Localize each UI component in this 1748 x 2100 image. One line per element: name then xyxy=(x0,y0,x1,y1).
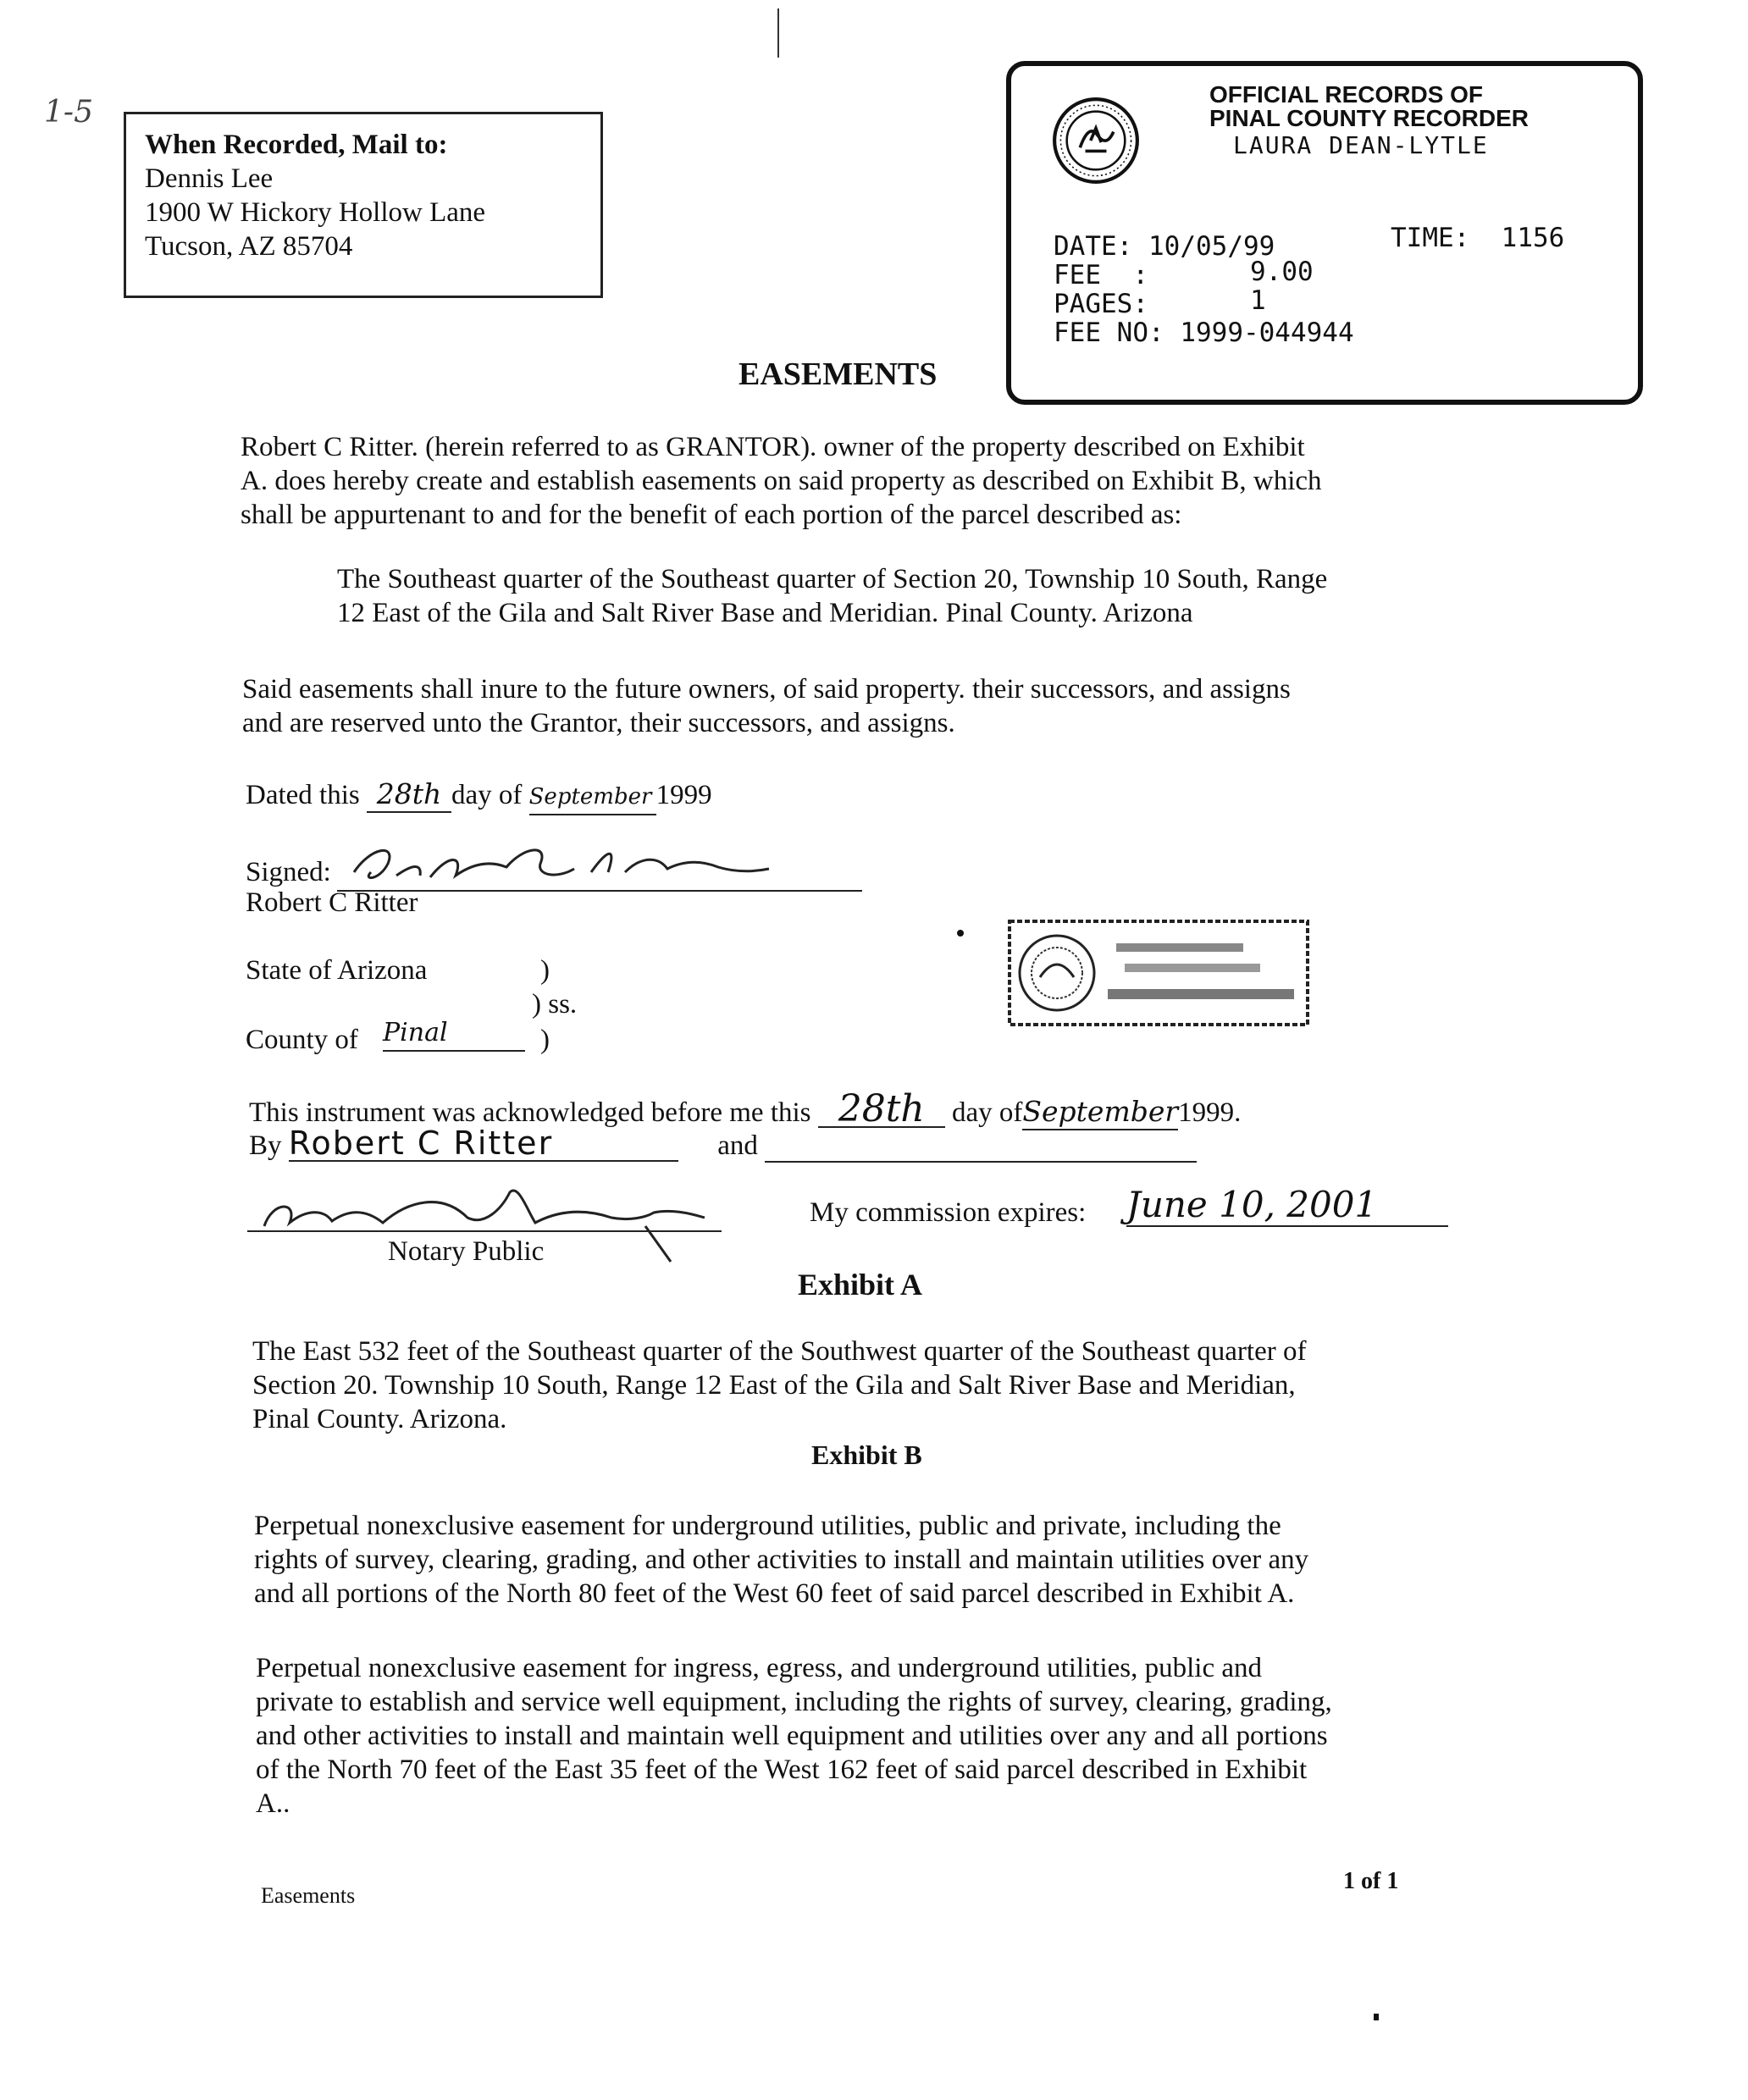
exhibit-b-paragraph-1 xyxy=(254,1509,1482,1619)
exhibit-b-heading: Exhibit B xyxy=(811,1440,922,1470)
ss-label: ) ss. xyxy=(532,989,578,1020)
intro-paragraph xyxy=(241,430,1485,540)
ack-prefix: This instrument was acknowledged before me this xyxy=(249,1097,811,1128)
stamp-date-label: DATE: xyxy=(1054,231,1133,262)
ack-day: 28th xyxy=(818,1092,945,1128)
parcel-line-1: The Southeast quarter of the Southeast quarter of Section 20, Township 10 South, Range xyxy=(337,564,1328,594)
stamp-line-1: OFFICIAL RECORDS OF xyxy=(1209,81,1484,108)
top-tick-mark xyxy=(777,8,779,58)
county-label: County of xyxy=(246,1025,358,1055)
dated-day: 28th xyxy=(367,777,451,813)
dated-mid: day of xyxy=(451,780,523,810)
stamp-pages-label: PAGES: xyxy=(1054,289,1148,319)
exhibit-a-line-3: Pinal County. Arizona. xyxy=(252,1404,507,1434)
and-blank xyxy=(765,1132,1197,1163)
by-value: Robert C Ritter xyxy=(289,1126,678,1162)
county-seal-icon xyxy=(1052,97,1140,185)
corner-mark: 1-5 xyxy=(44,95,93,130)
exhibit-a-heading: Exhibit A xyxy=(798,1268,923,1301)
dated-line xyxy=(246,777,712,815)
mail-to-heading: When Recorded, Mail to: xyxy=(145,130,448,160)
stamp-line-3: LAURA DEAN-LYTLE xyxy=(1233,131,1489,159)
parcel-paragraph xyxy=(337,562,1472,638)
exhibit-b-p2-line-2: private to establish and service well equipment, including the rights of survey, clearing, grading, xyxy=(256,1687,1332,1717)
recorder-stamp xyxy=(1006,61,1643,405)
exhibit-a-line-1: The East 532 feet of the Southeast quarter of the Southwest quarter of the Southeast quarter of xyxy=(252,1336,1307,1367)
footer-left: Easements xyxy=(261,1883,356,1908)
notary-public-label: Notary Public xyxy=(388,1236,545,1267)
mail-to-city: Tucson, AZ 85704 xyxy=(145,231,353,262)
intro-line-1: Robert C Ritter. (herein referred to as GRANTOR). owner of the property described on Exhibit xyxy=(241,432,1305,462)
stamp-time-label: TIME: xyxy=(1391,223,1470,253)
dated-month: September xyxy=(529,780,656,815)
document-title: EASEMENTS xyxy=(738,356,938,392)
commission-label: My commission expires: xyxy=(810,1197,1087,1228)
footer-right: 1 of 1 xyxy=(1343,1868,1399,1894)
mail-to-address: 1900 W Hickory Hollow Lane xyxy=(145,197,486,228)
dot-mark xyxy=(957,930,964,937)
and-label: and xyxy=(717,1130,758,1161)
signer-name: Robert C Ritter xyxy=(246,887,418,918)
state-label: State of Arizona xyxy=(246,955,428,986)
exhibit-b-p2-line-5: A.. xyxy=(256,1788,290,1819)
intro-line-3: shall be appurtenant to and for the benefit of each portion of the parcel described as: xyxy=(241,500,1182,530)
exhibit-b-p1-line-3: and all portions of the North 80 feet of the West 60 feet of said parcel described in Exhibit A. xyxy=(254,1578,1295,1609)
signed-label: Signed: xyxy=(246,857,331,887)
mail-to-name: Dennis Lee xyxy=(145,163,274,194)
county-paren: ) xyxy=(540,1025,550,1055)
ack-month: September xyxy=(1022,1095,1178,1130)
stamp-pages-value: 1 xyxy=(1250,285,1266,316)
stamp-time-value: 1156 xyxy=(1501,223,1565,253)
dated-year: 1999 xyxy=(656,780,712,810)
dated-prefix: Dated this xyxy=(246,780,360,810)
by-label: By xyxy=(249,1130,282,1161)
exhibit-b-p2-line-1: Perpetual nonexclusive easement for ingress, egress, and underground utilities, public and xyxy=(256,1653,1262,1683)
exhibit-b-p1-line-1: Perpetual nonexclusive easement for underground utilities, public and private, including the xyxy=(254,1511,1281,1541)
stamp-date-value: 10/05/99 xyxy=(1148,231,1275,262)
state-paren: ) xyxy=(540,955,550,986)
inure-paragraph xyxy=(242,672,1470,749)
exhibit-b-p1-line-2: rights of survey, clearing, grading, and other activities to install and maintain utilities over any xyxy=(254,1545,1309,1575)
exhibit-b-paragraph-2 xyxy=(256,1651,1484,1829)
inure-line-2: and are reserved unto the Grantor, their successors, and assigns. xyxy=(242,708,955,738)
mail-to-box xyxy=(124,112,603,298)
exhibit-a-paragraph xyxy=(252,1335,1480,1445)
ack-mid: day of xyxy=(952,1097,1023,1128)
inure-line-1: Said easements shall inure to the future owners, of said property. their successors, and assigns xyxy=(242,674,1291,705)
stamp-fee-no-value: 1999-044944 xyxy=(1180,318,1354,348)
county-value: Pinal xyxy=(383,1016,525,1052)
exhibit-b-p2-line-3: and other activities to install and maintain well equipment and utilities over any and all portions xyxy=(256,1721,1328,1751)
parcel-line-2: 12 East of the Gila and Salt River Base and Meridian. Pinal County. Arizona xyxy=(337,598,1193,628)
exhibit-b-p2-line-4: of the North 70 feet of the East 35 feet of the West 162 feet of said parcel described in Exhibit xyxy=(256,1755,1308,1785)
intro-line-2: A. does hereby create and establish easements on said property as described on Exhibit B, which xyxy=(241,466,1322,496)
by-line xyxy=(249,1126,1197,1163)
exhibit-a-line-2: Section 20. Township 10 South, Range 12 East of the Gila and Salt River Base and Meridian, xyxy=(252,1370,1296,1401)
scan-speck xyxy=(1374,2014,1379,2020)
stamp-fee-value: 9.00 xyxy=(1250,257,1314,287)
notary-seal-stamp xyxy=(1006,918,1311,1028)
commission-value: June 10, 2001 xyxy=(1126,1184,1448,1227)
stamp-line-2: PINAL COUNTY RECORDER xyxy=(1209,105,1530,131)
ack-year: 1999. xyxy=(1178,1097,1242,1128)
stamp-fee-label: FEE : xyxy=(1054,260,1148,290)
stamp-fee-no-label: FEE NO: xyxy=(1054,318,1164,348)
